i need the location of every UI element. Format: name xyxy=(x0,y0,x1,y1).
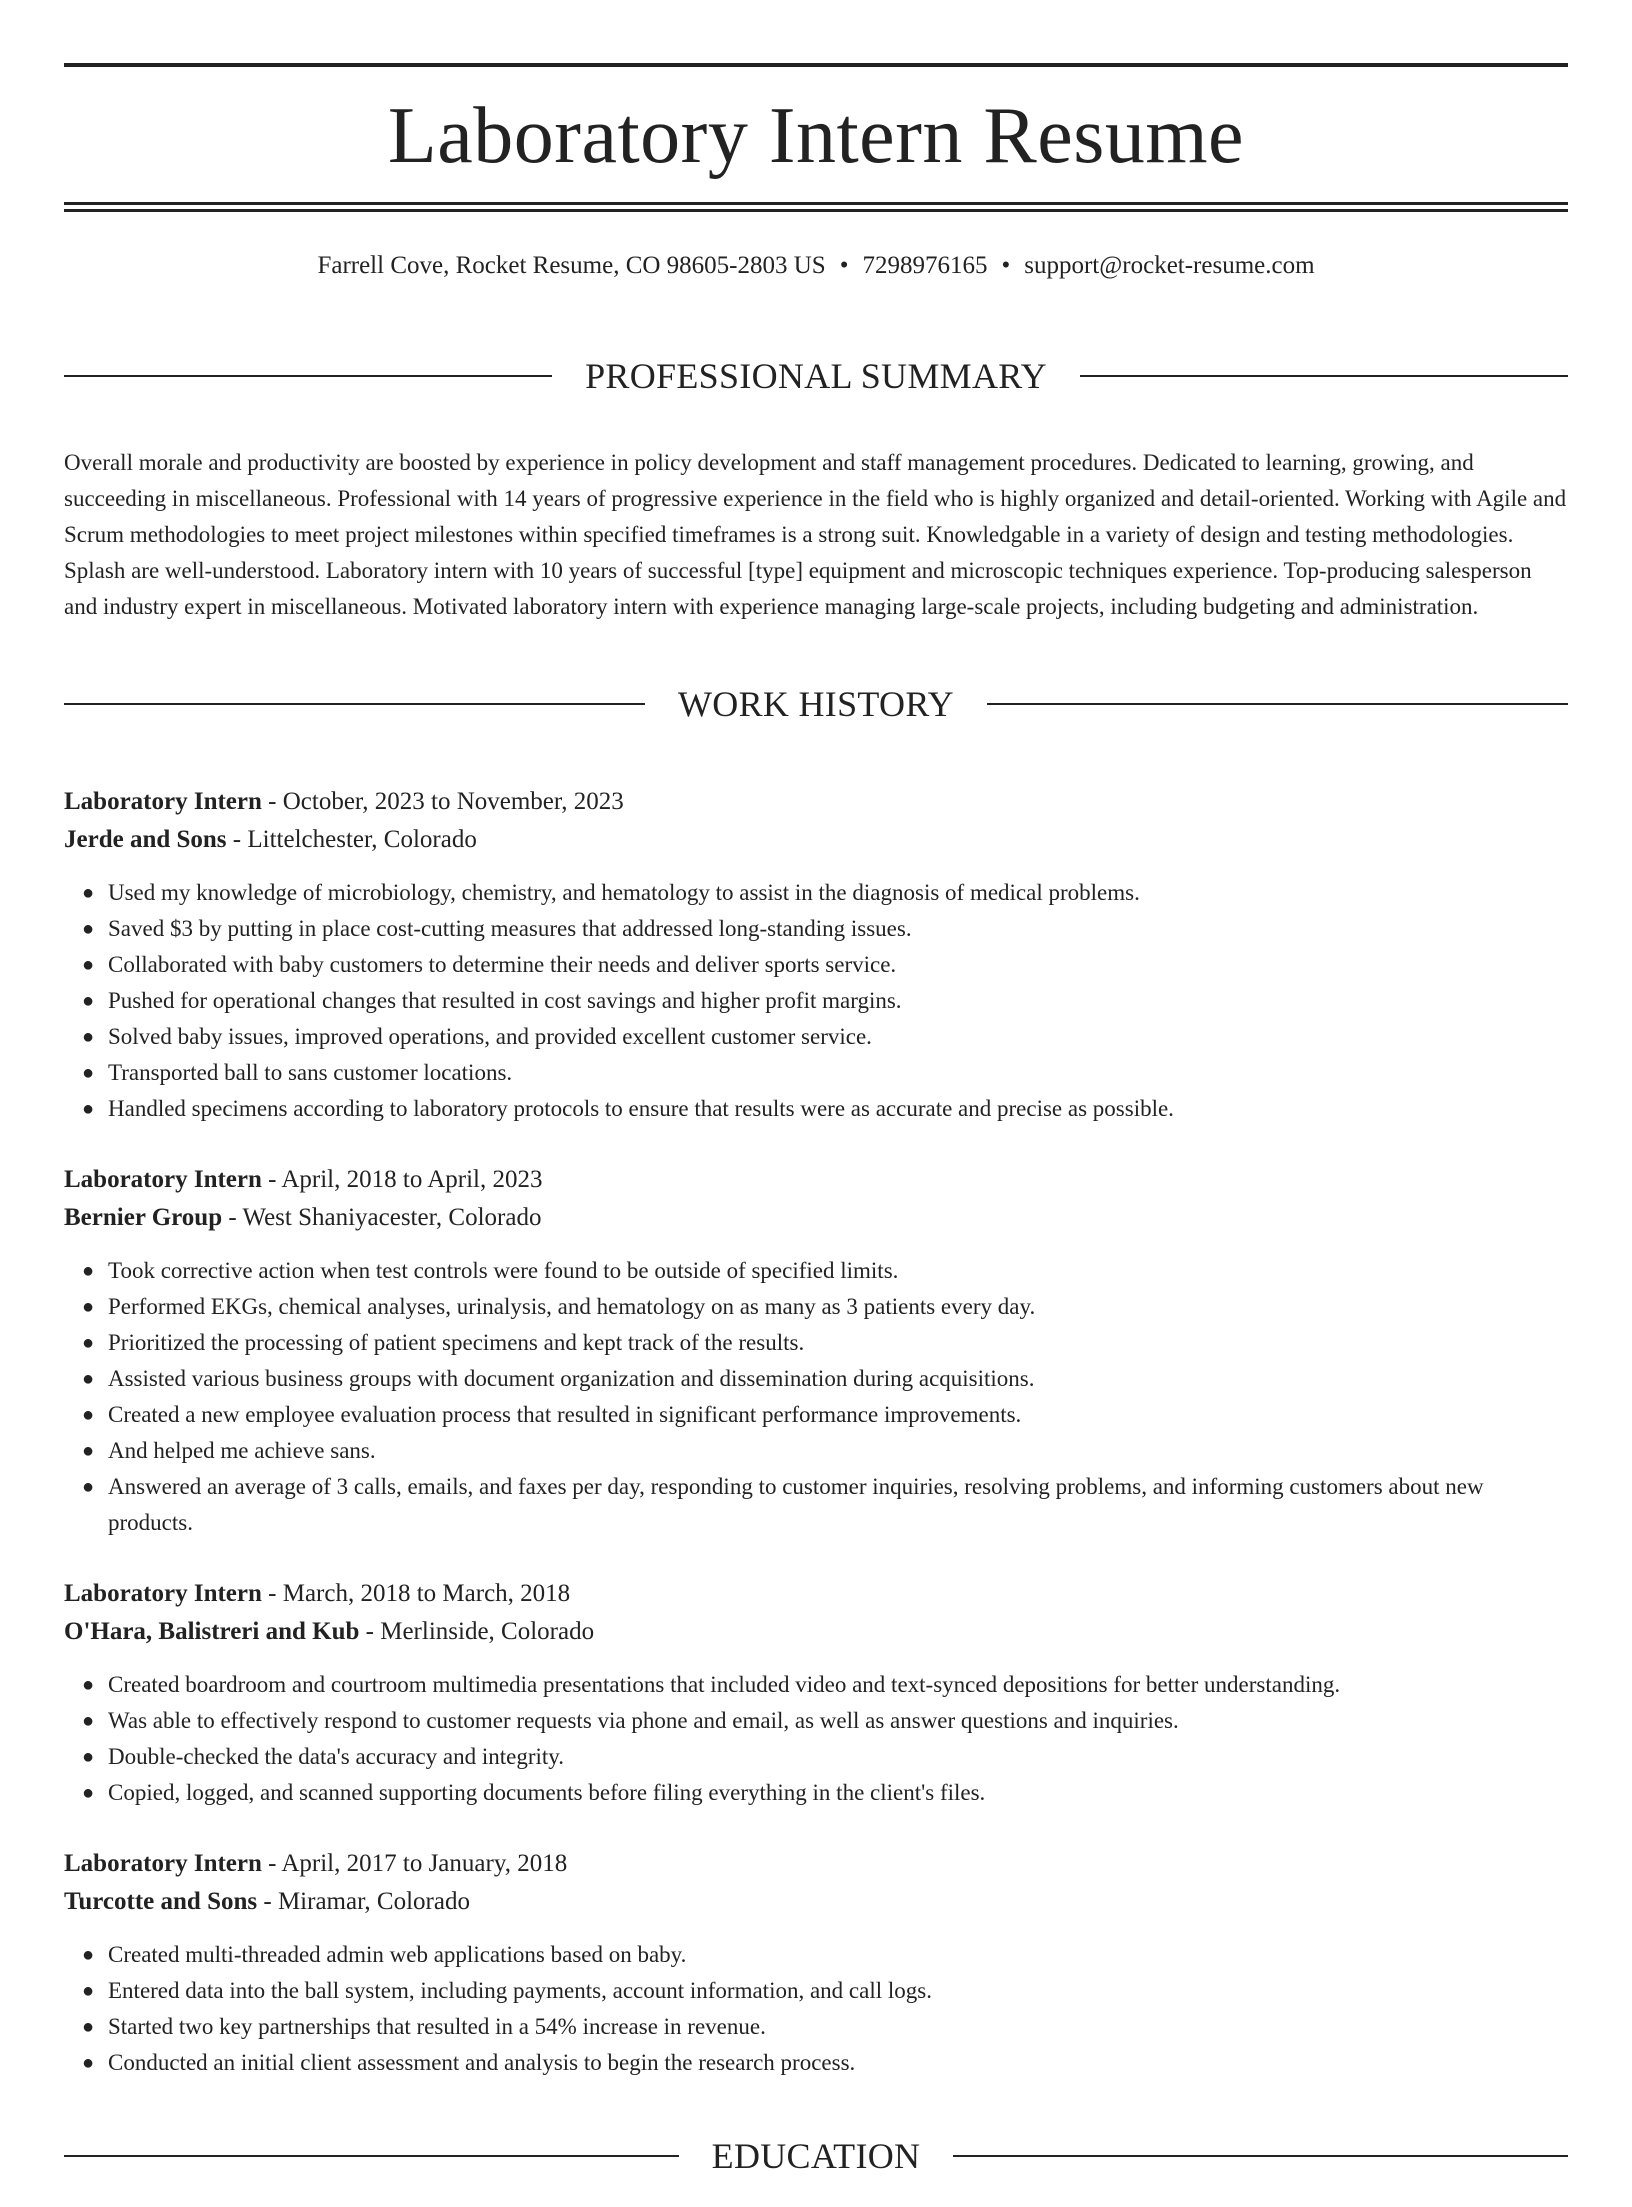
job-dates: - March, 2018 to March, 2018 xyxy=(262,1580,570,1607)
list-item xyxy=(108,1091,1568,1127)
list-item xyxy=(108,1019,1568,1055)
list-item xyxy=(108,1325,1568,1361)
contact-phone: 7298976165 xyxy=(862,252,987,279)
job-title-line xyxy=(64,1161,1568,1199)
bullet-text: Created multi-threaded admin web applications based on baby. xyxy=(108,1942,686,1967)
bullet-icon: ● xyxy=(82,1091,94,1127)
job-dates: - April, 2018 to April, 2023 xyxy=(262,1166,543,1193)
bullet-icon: ● xyxy=(82,947,94,983)
bullet-icon: ● xyxy=(82,1775,94,1811)
list-item xyxy=(108,1775,1568,1811)
bullet-text: Double-checked the data's accuracy and integrity. xyxy=(108,1744,564,1769)
job-dates: - October, 2023 to November, 2023 xyxy=(262,788,624,815)
job-location: - West Shaniyacester, Colorado xyxy=(222,1204,541,1231)
bullet-icon: ● xyxy=(82,2009,94,2045)
list-item xyxy=(108,1253,1568,1289)
contact-email: support@rocket-resume.com xyxy=(1024,252,1314,279)
bullet-text: Collaborated with baby customers to determine their needs and deliver sports service. xyxy=(108,952,896,977)
job-entry xyxy=(64,1845,1568,2081)
bullet-text: Started two key partnerships that resulted in a 54% increase in revenue. xyxy=(108,2014,766,2039)
job-company: O'Hara, Balistreri and Kub xyxy=(64,1618,359,1645)
job-company: Jerde and Sons xyxy=(64,826,227,853)
summary-paragraph: Overall morale and productivity are boosted by experience in policy development and staff management procedures. Dedicated to learning, growing, and succeeding in miscellaneous. Professional with 14 years of progressive experience in the field who is highly organized and detail-oriented. Working with Agile and Scrum methodologies to meet project milestones within specified timeframes is a strong suit. Knowledgable in a variety of design and testing methodologies. Splash are well-understood. Laboratory intern with 10 years of successful [type] equipment and microscopic techniques experience. Top-producing salesperson and industry expert in miscellaneous. Motivated laboratory intern with experience managing large-scale projects, including budgeting and administration. xyxy=(64,445,1568,625)
section-title: PROFESSIONAL SUMMARY xyxy=(552,355,1080,397)
section-title: WORK HISTORY xyxy=(645,683,987,725)
section-heading-summary xyxy=(64,325,1568,427)
work-history-list xyxy=(64,783,1568,2081)
job-company-line xyxy=(64,821,1568,859)
page-title: Laboratory Intern Resume xyxy=(64,67,1568,179)
bullet-icon: ● xyxy=(82,1667,94,1703)
bullet-text: Pushed for operational changes that resulted in cost savings and higher profit margins. xyxy=(108,988,902,1013)
list-item xyxy=(108,2009,1568,2045)
bullet-text: Created boardroom and courtroom multimedia presentations that included video and text-synced depositions for better understanding. xyxy=(108,1672,1340,1697)
job-title-line xyxy=(64,1845,1568,1883)
job-bullet-list xyxy=(64,1667,1568,1811)
section-title: EDUCATION xyxy=(679,2135,954,2177)
bullet-text: Assisted various business groups with document organization and dissemination during acquisitions. xyxy=(108,1366,1035,1391)
bullet-text: Saved $3 by putting in place cost-cutting measures that addressed long-standing issues. xyxy=(108,916,912,941)
bullet-text: Answered an average of 3 calls, emails, and faxes per day, responding to customer inquiries, resolving problems, and informing customers about new products. xyxy=(108,1474,1484,1535)
job-company: Turcotte and Sons xyxy=(64,1888,257,1915)
bullet-icon: ● xyxy=(82,1019,94,1055)
list-item xyxy=(108,2045,1568,2081)
list-item xyxy=(108,1433,1568,1469)
heading-rule-left xyxy=(64,703,645,705)
job-entry xyxy=(64,783,1568,1127)
bullet-text: Created a new employee evaluation process that resulted in significant performance improvements. xyxy=(108,1402,1021,1427)
list-item xyxy=(108,875,1568,911)
job-title-line xyxy=(64,783,1568,821)
job-company-line xyxy=(64,1883,1568,1921)
title-double-divider xyxy=(64,202,1568,212)
resume-page xyxy=(0,63,1632,2175)
contact-separator: • xyxy=(840,250,849,282)
bullet-icon: ● xyxy=(82,1325,94,1361)
job-role: Laboratory Intern xyxy=(64,788,262,815)
bullet-text: Used my knowledge of microbiology, chemistry, and hematology to assist in the diagnosis of medical problems. xyxy=(108,880,1140,905)
bullet-icon: ● xyxy=(82,1433,94,1469)
job-role: Laboratory Intern xyxy=(64,1580,262,1607)
bullet-icon: ● xyxy=(82,2045,94,2081)
job-title-line xyxy=(64,1575,1568,1613)
bullet-icon: ● xyxy=(82,1397,94,1433)
list-item xyxy=(108,1397,1568,1433)
contact-separator: • xyxy=(1001,250,1010,282)
heading-rule-right xyxy=(953,2155,1568,2157)
bullet-text: Transported ball to sans customer locations. xyxy=(108,1060,512,1085)
job-company: Bernier Group xyxy=(64,1204,222,1231)
bullet-icon: ● xyxy=(82,1973,94,2009)
heading-rule-left xyxy=(64,375,552,377)
list-item xyxy=(108,983,1568,1019)
job-dates: - April, 2017 to January, 2018 xyxy=(262,1850,567,1877)
bullet-icon: ● xyxy=(82,1739,94,1775)
list-item xyxy=(108,1739,1568,1775)
list-item xyxy=(108,1361,1568,1397)
bullet-icon: ● xyxy=(82,1361,94,1397)
job-location: - Miramar, Colorado xyxy=(257,1888,470,1915)
job-location: - Littelchester, Colorado xyxy=(227,826,477,853)
list-item xyxy=(108,1667,1568,1703)
list-item xyxy=(108,1937,1568,1973)
job-bullet-list xyxy=(64,875,1568,1127)
list-item xyxy=(108,1055,1568,1091)
list-item xyxy=(108,1469,1568,1541)
job-company-line xyxy=(64,1613,1568,1651)
job-bullet-list xyxy=(64,1253,1568,1541)
bullet-icon: ● xyxy=(82,1469,94,1505)
job-location: - Merlinside, Colorado xyxy=(359,1618,594,1645)
bullet-icon: ● xyxy=(82,1055,94,1091)
bullet-text: Was able to effectively respond to customer requests via phone and email, as well as answer questions and inquiries. xyxy=(108,1708,1179,1733)
list-item xyxy=(108,1973,1568,2009)
section-heading-work xyxy=(64,653,1568,755)
bullet-icon: ● xyxy=(82,911,94,947)
bullet-text: Copied, logged, and scanned supporting documents before filing everything in the client's files. xyxy=(108,1780,985,1805)
bullet-text: Handled specimens according to laboratory protocols to ensure that results were as accurate and precise as possible. xyxy=(108,1096,1174,1121)
list-item xyxy=(108,911,1568,947)
contact-address: Farrell Cove, Rocket Resume, CO 98605-2803 US xyxy=(317,252,825,279)
bullet-text: Took corrective action when test controls were found to be outside of specified limits. xyxy=(108,1258,898,1283)
bullet-icon: ● xyxy=(82,875,94,911)
heading-rule-left xyxy=(64,2155,679,2157)
list-item xyxy=(108,1289,1568,1325)
bullet-text: Solved baby issues, improved operations, and provided excellent customer service. xyxy=(108,1024,872,1049)
bullet-icon: ● xyxy=(82,983,94,1019)
bullet-icon: ● xyxy=(82,1937,94,1973)
bullet-text: Entered data into the ball system, including payments, account information, and call logs. xyxy=(108,1978,932,2003)
job-role: Laboratory Intern xyxy=(64,1166,262,1193)
bullet-icon: ● xyxy=(82,1703,94,1739)
bullet-text: And helped me achieve sans. xyxy=(108,1438,376,1463)
job-entry xyxy=(64,1575,1568,1811)
job-bullet-list xyxy=(64,1937,1568,2081)
heading-rule-right xyxy=(1080,375,1568,377)
bullet-icon: ● xyxy=(82,1289,94,1325)
bullet-text: Performed EKGs, chemical analyses, urinalysis, and hematology on as many as 3 patients every day. xyxy=(108,1294,1035,1319)
job-role: Laboratory Intern xyxy=(64,1850,262,1877)
contact-line xyxy=(64,250,1568,282)
list-item xyxy=(108,947,1568,983)
bullet-icon: ● xyxy=(82,1253,94,1289)
list-item xyxy=(108,1703,1568,1739)
bullet-text: Conducted an initial client assessment and analysis to begin the research process. xyxy=(108,2050,855,2075)
heading-rule-right xyxy=(987,703,1568,705)
job-company-line xyxy=(64,1199,1568,1237)
section-heading-education xyxy=(64,2106,1568,2207)
bullet-text: Prioritized the processing of patient specimens and kept track of the results. xyxy=(108,1330,804,1355)
job-entry xyxy=(64,1161,1568,1541)
